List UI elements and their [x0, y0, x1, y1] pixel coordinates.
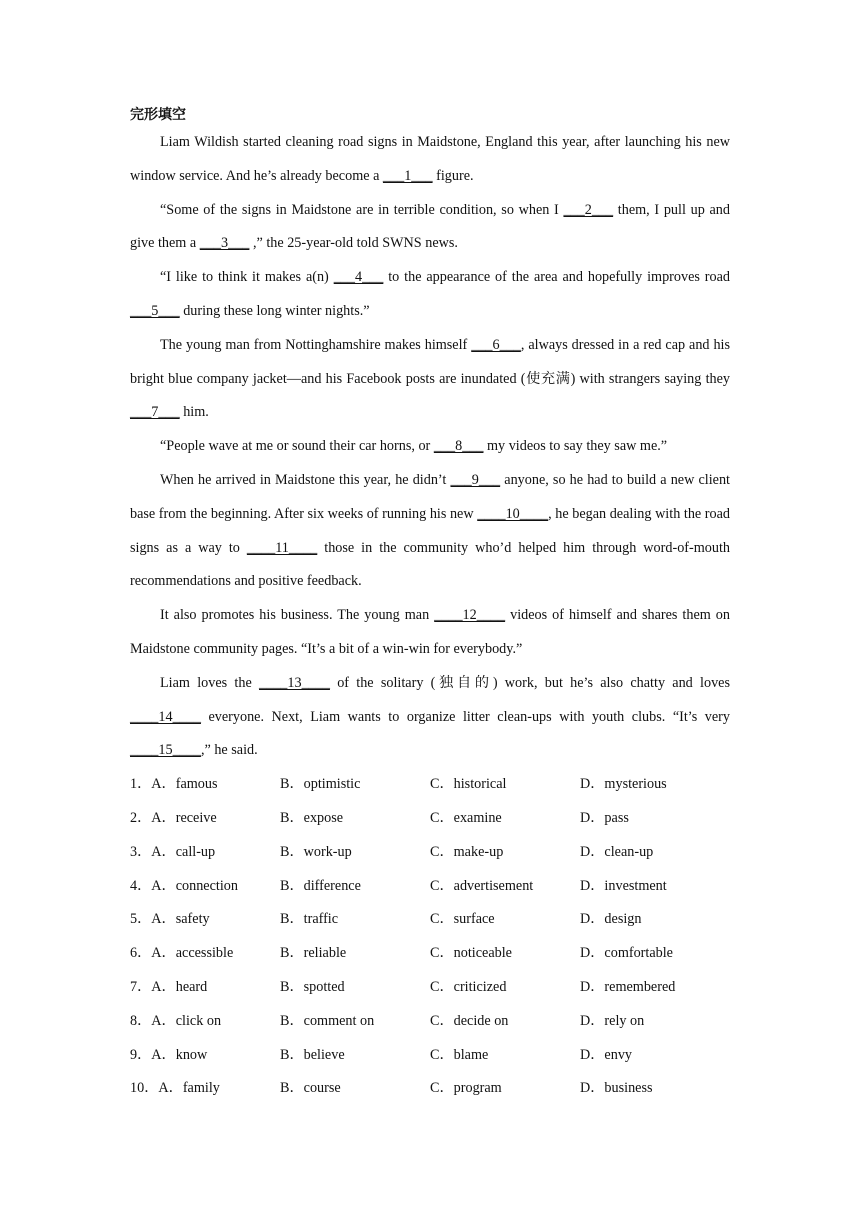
option-c: C．noticeable: [430, 945, 512, 962]
paragraph-text: Liam loves the: [160, 674, 259, 691]
option-d: D．remembered: [580, 978, 676, 995]
answer-blank: ___3___: [199, 235, 250, 252]
option-d: D．envy: [580, 1046, 633, 1063]
option-d: D．pass: [580, 809, 629, 826]
question-row: [130, 903, 730, 937]
paragraph-text: during these long winter nights.”: [179, 302, 370, 319]
answer-blank: ___9___: [450, 471, 501, 488]
option-text: A．click on: [151, 1012, 222, 1029]
answer-blank: ____10____: [477, 505, 549, 522]
option-c: C．surface: [430, 911, 495, 928]
question-number: 4．: [130, 877, 152, 894]
option-text: A．safety: [151, 911, 210, 928]
paragraph-text: It also promotes his business. The young man: [160, 607, 435, 624]
paragraph-text: everyone. Next, Liam wants to organize litter clean-ups with youth clubs. “It’s very: [200, 708, 730, 725]
option-text: A．famous: [151, 776, 218, 793]
option-d: D．clean-up: [580, 843, 654, 860]
option-a: [130, 870, 280, 904]
option-c: C．make-up: [430, 843, 504, 860]
question-number: 7．: [130, 978, 152, 995]
question-row: [130, 768, 730, 802]
option-c: C．examine: [430, 809, 502, 826]
question-number: 5．: [130, 911, 152, 928]
passage-paragraph: [130, 126, 730, 194]
paragraph-text: my videos to say they saw me.”: [483, 438, 668, 455]
option-d: D．business: [580, 1080, 653, 1097]
paragraph-text: to the appearance of the area and hopefully improves road: [383, 269, 731, 286]
option-a: [130, 937, 280, 971]
paragraph-text: videos of himself and shares them on Maidstone community pages. “It’s a bit of a win-win for everybody.”: [130, 607, 730, 657]
document-page: [130, 104, 730, 1106]
option-a: [130, 768, 280, 802]
paragraph-text: When he arrived in Maidstone this year, he didn’t: [160, 471, 451, 488]
option-a: [130, 1005, 280, 1039]
option-c: C．historical: [430, 776, 507, 793]
question-row: [130, 870, 730, 904]
passage-paragraph: [130, 667, 730, 768]
paragraph-text: “Some of the signs in Maidstone are in terrible condition, so when I: [160, 201, 564, 218]
paragraph-text: of the solitary (独自的) work, but he’s also chatty and loves: [329, 674, 730, 691]
passage-paragraph: [130, 464, 730, 599]
option-a: [130, 836, 280, 870]
option-a: [130, 1072, 280, 1106]
option-text: A．connection: [151, 877, 238, 894]
paragraph-text: , he began dealing with the road signs as a way to: [130, 505, 731, 556]
option-c: C．blame: [430, 1046, 489, 1063]
passage-paragraph: [130, 430, 730, 464]
answer-blank: ____12____: [434, 607, 506, 624]
paragraph-text: them, I pull up and give them a: [130, 201, 730, 252]
answer-blank: ___8___: [433, 438, 484, 455]
question-number: 1．: [130, 776, 152, 793]
question-number: 9．: [130, 1046, 152, 1063]
option-d: D．rely on: [580, 1012, 645, 1029]
paragraph-text: him.: [179, 404, 209, 421]
question-row: [130, 1039, 730, 1073]
option-c: C．decide on: [430, 1012, 509, 1029]
paragraph-text: anyone, so he had to build a new client base from the beginning. After six weeks of running his new: [130, 471, 730, 522]
option-b: B．reliable: [280, 945, 347, 962]
option-b: B．spotted: [280, 978, 345, 995]
question-row: [130, 1005, 730, 1039]
option-a: [130, 903, 280, 937]
answer-blank: ___4___: [333, 269, 384, 286]
option-a: [130, 971, 280, 1005]
option-d: D．investment: [580, 877, 667, 894]
question-row: [130, 937, 730, 971]
option-b: B．comment on: [280, 1012, 375, 1029]
option-c: C．program: [430, 1080, 502, 1097]
option-b: B．optimistic: [280, 776, 361, 793]
answer-blank: ___5___: [130, 302, 180, 319]
paragraph-text: those in the community who’d helped him through word-of-mouth recommendations and positive feedback.: [130, 539, 730, 590]
paragraph-text: , always dressed in a red cap and his bright blue company jacket—and his Facebook posts are inundated (使充满) with strangers saying they: [130, 336, 730, 387]
answer-blank: ____14____: [130, 708, 201, 725]
option-text: A．accessible: [151, 945, 234, 962]
answer-blank: ___2___: [563, 201, 614, 218]
question-row: [130, 1072, 730, 1106]
option-text: A．call-up: [151, 843, 216, 860]
answer-blank: ____11____: [246, 539, 318, 556]
paragraph-text: “I like to think it makes a(n): [160, 269, 334, 286]
answer-blank: ___6___: [471, 336, 521, 353]
paragraph-text: The young man from Nottinghamshire makes himself: [160, 336, 472, 353]
option-a: [130, 802, 280, 836]
option-d: D．design: [580, 911, 642, 928]
option-a: [130, 1039, 280, 1073]
question-list: [130, 768, 730, 1106]
option-b: B．believe: [280, 1046, 345, 1063]
option-c: C．criticized: [430, 978, 507, 995]
option-c: C．advertisement: [430, 877, 534, 894]
question-number: 2．: [130, 809, 152, 826]
question-number: 6．: [130, 945, 152, 962]
paragraph-text: ,” he said.: [200, 742, 258, 759]
question-number: 10．: [130, 1080, 159, 1097]
question-number: 3．: [130, 843, 152, 860]
option-text: A．know: [151, 1046, 208, 1063]
passage-paragraph: [130, 261, 730, 329]
answer-blank: ____15____: [130, 742, 201, 759]
passage-paragraph: [130, 329, 730, 430]
answer-blank: ____13____: [259, 674, 330, 691]
paragraph-text: “People wave at me or sound their car horns, or: [160, 438, 434, 455]
option-b: B．difference: [280, 877, 361, 894]
paragraph-text: Liam Wildish started cleaning road signs in Maidstone, England this year, after launching his new window service. And he’s already become a: [130, 134, 730, 184]
passage: [130, 126, 730, 768]
passage-paragraph: [130, 194, 730, 262]
question-row: [130, 836, 730, 870]
option-b: B．traffic: [280, 911, 339, 928]
question-row: [130, 802, 730, 836]
question-number: 8．: [130, 1012, 152, 1029]
answer-blank: ___7___: [130, 404, 180, 421]
option-d: D．comfortable: [580, 945, 673, 962]
option-b: B．work-up: [280, 843, 352, 860]
option-d: D．mysterious: [580, 776, 667, 793]
paragraph-text: figure.: [432, 167, 474, 184]
question-row: [130, 971, 730, 1005]
option-text: A．family: [158, 1080, 220, 1097]
option-b: B．course: [280, 1080, 341, 1097]
option-b: B．expose: [280, 809, 344, 826]
answer-blank: ___1___: [382, 167, 433, 184]
option-text: A．receive: [151, 809, 217, 826]
section-heading: 完形填空: [130, 107, 186, 123]
paragraph-text: ,” the 25-year-old told SWNS news.: [249, 235, 458, 252]
passage-paragraph: [130, 599, 730, 667]
option-text: A．heard: [151, 978, 208, 995]
